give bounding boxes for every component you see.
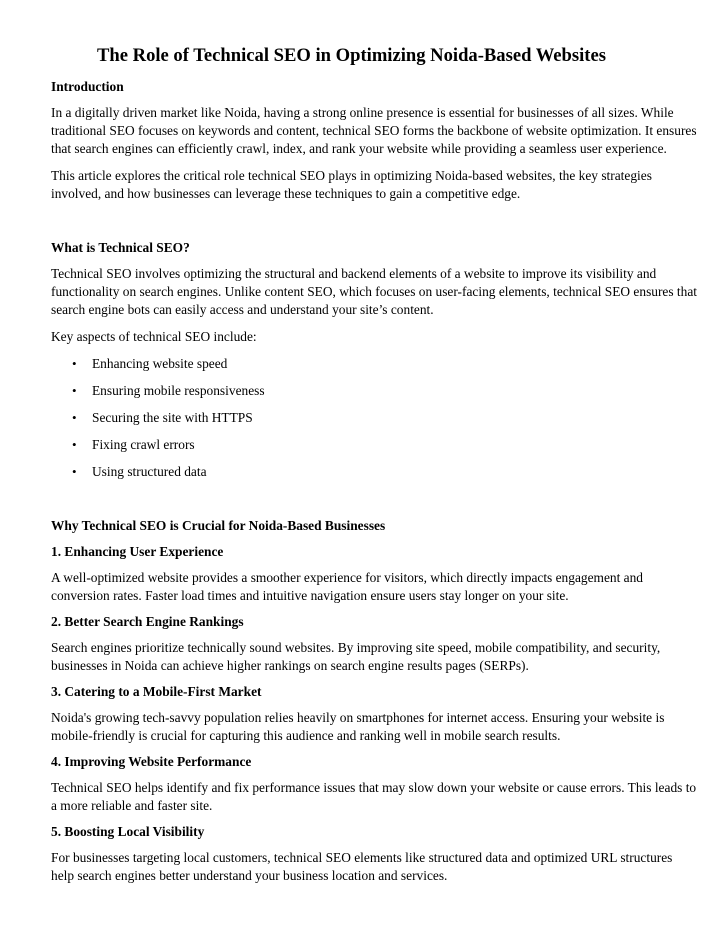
bullet-icon: • xyxy=(72,383,77,398)
subsection-heading-search-rankings: 2. Better Search Engine Rankings xyxy=(51,614,244,629)
subsection-heading-website-performance: 4. Improving Website Performance xyxy=(51,754,252,769)
subsection-paragraph-website-performance: Technical SEO helps identify and fix performance issues that may slow down your website or cause errors. This leads to a more reliable and faster site. xyxy=(51,780,697,813)
list-item-label: Ensuring mobile responsiveness xyxy=(92,383,265,398)
subsection-heading-mobile-first: 3. Catering to a Mobile-First Market xyxy=(51,684,262,699)
subsection-heading-user-experience: 1. Enhancing User Experience xyxy=(51,544,224,559)
bullet-icon: • xyxy=(72,437,77,452)
list-item-label: Enhancing website speed xyxy=(92,356,228,371)
page-title: The Role of Technical SEO in Optimizing Noida-Based Websites xyxy=(97,45,606,66)
list-item xyxy=(51,463,698,481)
list-item xyxy=(51,409,698,427)
list-item-label: Securing the site with HTTPS xyxy=(92,410,253,425)
what-paragraph-2: Key aspects of technical SEO include: xyxy=(51,329,257,344)
section-heading-what-is-technical-seo: What is Technical SEO? xyxy=(51,240,190,255)
bullet-icon: • xyxy=(72,464,77,479)
subsection-paragraph-search-rankings: Search engines prioritize technically sound websites. By improving site speed, mobile compatibility, and security, businesses in Noida can achieve higher rankings on search engine results pages (SERPs). xyxy=(51,640,661,673)
what-paragraph-1: Technical SEO involves optimizing the structural and backend elements of a website to improve its visibility and functionality on search engines. Unlike content SEO, which focuses on user-facing elements, technical SEO ensures that search engine bots can easily access and understand your site’s content. xyxy=(51,266,698,317)
list-item-label: Using structured data xyxy=(92,464,207,479)
key-aspects-list xyxy=(51,355,698,481)
section-heading-introduction: Introduction xyxy=(51,79,124,94)
subsection-heading-local-visibility: 5. Boosting Local Visibility xyxy=(51,824,205,839)
section-heading-why-technical-seo: Why Technical SEO is Crucial for Noida-Based Businesses xyxy=(51,518,386,533)
list-item xyxy=(51,436,698,454)
bullet-icon: • xyxy=(72,410,77,425)
list-item-label: Fixing crawl errors xyxy=(92,437,195,452)
subsection-paragraph-mobile-first: Noida's growing tech-savvy population relies heavily on smartphones for internet access. Ensuring your website is mobile-friendly is crucial for capturing this audience and ranking well in mobile search results. xyxy=(51,710,665,743)
subsection-paragraph-local-visibility: For businesses targeting local customers, technical SEO elements like structured data and optimized URL structures help search engines better understand your business location and services. xyxy=(51,850,673,883)
list-item xyxy=(51,355,698,373)
intro-paragraph-1: In a digitally driven market like Noida, having a strong online presence is essential for businesses of all sizes. While traditional SEO focuses on keywords and content, technical SEO forms the backbone of website optimization. It ensures that search engines can efficiently crawl, index, and rank your website while providing a seamless user experience. xyxy=(51,105,697,156)
intro-paragraph-2: This article explores the critical role technical SEO plays in optimizing Noida-based websites, the key strategies involved, and how businesses can leverage these techniques to gain a competitive edge. xyxy=(51,168,652,201)
bullet-icon: • xyxy=(72,356,77,371)
subsection-paragraph-user-experience: A well-optimized website provides a smoother experience for visitors, which directly impacts engagement and conversion rates. Faster load times and intuitive navigation ensure users stay longer on your site. xyxy=(51,570,643,603)
list-item xyxy=(51,382,698,400)
